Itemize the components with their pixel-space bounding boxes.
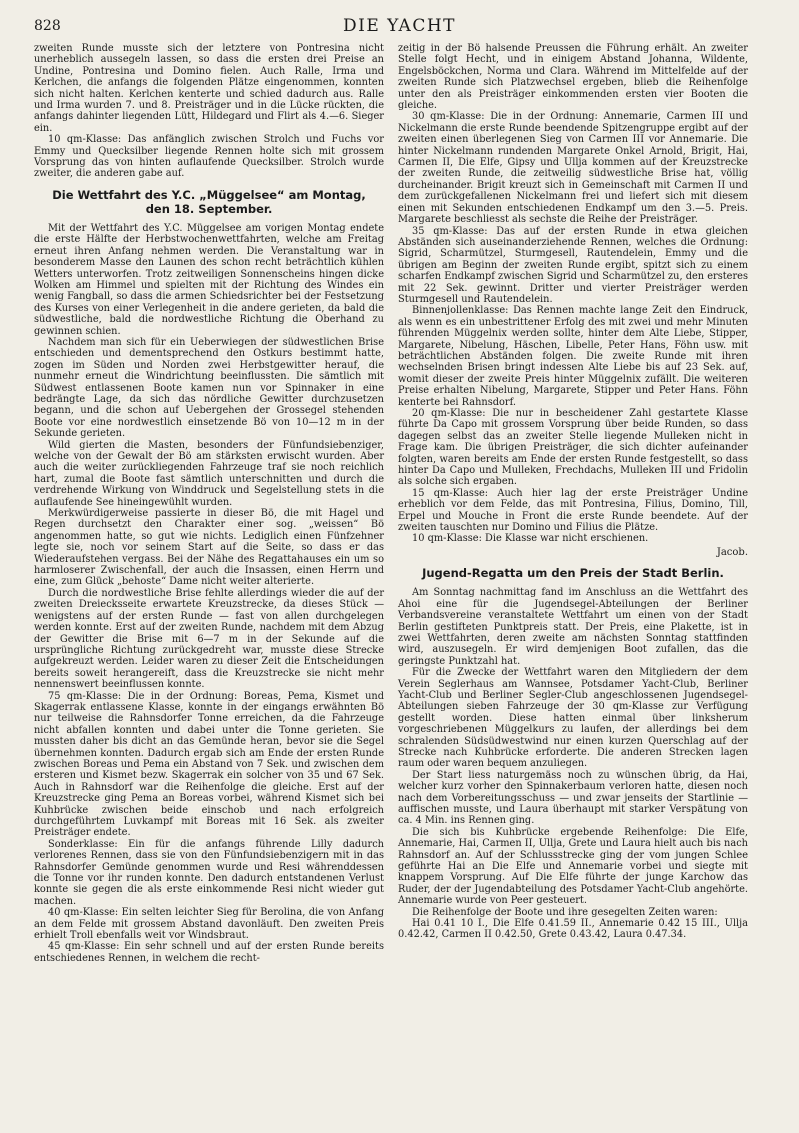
paragraph: Am Sonntag nachmittag fand im Anschluss an die Wettfahrt des Ahoi eine für die Jugendsegel-Abteilungen der Berliner Verbandsvereine veranstaltete Wettfahrt um einen von der Stadt Berlin gestifteten Punktpreis statt. Der Preis, eine Plakette, ist in zwei Wettfahrten, deren zweite am nächsten Sonntag stattfinden wird, auszusegeln. Er wird demjenigen Boot zufallen, das die geringste Punktzahl hat. — [398, 587, 748, 667]
page-number: 828 — [34, 18, 61, 34]
paragraph: Für die Zwecke der Wettfahrt waren den Mitgliedern der dem Verein Seglerhaus am Wannsee, Potsdamer Yacht-Club, Berliner Yacht-Club und Berliner Segler-Club angeschlossenen Jugendsegel-Abteilungen sieben Fahrzeuge der 30 qm-Klasse zur Verfügung gestellt worden. Diese hatten einmal über linksherum vorgeschriebenen Müggelkurs zu laufen, der allerdings bei dem schralenden Südsüdwestwind nur einen kurzen Querschlag auf der Strecke nach Kuhbrücke erforderte. Die anderen Strecken lagen raum oder waren bequem anzuliegen. — [398, 667, 748, 770]
paragraph: 45 qm-Klasse: Ein sehr schnell und auf der ersten Runde bereits entschiedenes Rennen, in welchem die recht- — [34, 941, 384, 964]
paragraph: Die Reihenfolge der Boote und ihre gesegelten Zeiten waren: — [412, 906, 718, 918]
left-column — [34, 43, 384, 964]
heading-line: den 18. September. — [145, 201, 273, 216]
paragraph: Binnenjollenklasse: Das Rennen machte lange Zeit den Eindruck, als wenn es ein unbestrittener Erfolg des mit zwei und mehr Minuten führenden Müggelnix werden sollte, hinter dem Alte Liebe, Stipper, Margarete, Nibelung, Häschen, Libelle, Peter Hans, Föhn usw. mit beträchtlichen Abständen folgen. Die zweite Runde mit ihren wechselnden Brisen bringt indessen Alte Liebe bis auf 23 Sek. auf, womit dieser der zweite Preis hinter Müggelnix zufällt. Die weiteren Preise erhalten Nibelung, Margarete, Stipper und Peter Hans. Föhn kenterte bei Rahnsdorf. — [398, 305, 748, 408]
paragraph: Der Start liess naturgemäss noch zu wünschen übrig, da Hai, welcher kurz vorher den Spinnakerbaum verloren hatte, diesen noch nach dem Vorbereitungsschuss — und zwar jenseits der Startlinie — auffischen musste, und Laura überhaupt mit starker Verspätung von ca. 4 Min. ins Rennen ging. — [398, 769, 748, 827]
paragraph: Die sich bis Kuhbrücke ergebende Reihenfolge: Die Elfe, Annemarie, Hai, Carmen II, Ullja, Grete und Laura hielt auch bis nach Rahnsdorf an. Auf der Schlussstrecke ging der vom jungen Schlee geführte Hai an Die Elfe und Annemarie vorbei und siegte mit knappem Vorsprung. Auf Die Elfe führte der junge Karchow das Ruder, der der Jugendabteilung des Potsdamer Yacht-Club angehörte. Annemarie wurde von Peer gesteuert. — [398, 826, 748, 907]
paragraph: Merkwürdigerweise passierte in dieser Bö, die mit Hagel und Regen durchsetzt den Charakter einer sog. „weissen“ Bö angenommen hatte, so gut wie nichts. Lediglich einen Fünfzehner legte sie, noch vor seinem Start auf die Seite, so dass er das Wiederaufstehen vergass. Bei der Nähe des Regattahauses ein um so harmloserer Zwischenfall, der auch die Insassen, einen Herrn und eine, zum Glück „behoste“ Dame nicht weiter alterierte. — [34, 508, 384, 588]
paragraph: 10 qm-Klasse: Die Klasse war nicht erschienen. — [412, 533, 649, 545]
article-heading: Jugend-Regatta um den Preis der Stadt Berlin. — [422, 566, 724, 581]
author-signature: Jacob. — [716, 546, 748, 558]
heading-line: Die Wettfahrt des Y.C. „Müggelsee“ am Montag, — [52, 187, 366, 202]
paragraph: Sonderklasse: Ein für die anfangs führende Lilly dadurch verlorenes Rennen, dass sie von den Fünfundsiebenzigern mit in das Rahnsdorfer Gemünde genommen wurde und Resi währenddessen die Tonne vor ihr runden konnte. Den dadurch entstandenen Verlust konnte sie gegen die als erste einkommende Resi nicht wieder gut machen. — [34, 838, 384, 907]
results-times: Hai 0.41 10 I., Die Elfe 0.41.59 II., Annemarie 0.42 15 III., Ullja 0.42.42, Carmen II 0.42.50, Grete 0.43.42, Laura 0.47.34. — [398, 918, 748, 941]
publication-title: DIE YACHT — [342, 16, 456, 36]
paragraph: Wild gierten die Masten, besonders der Fünfundsiebenziger, welche von der Gewalt der Bö am stärksten erwischt wurden. Aber auch die weiter zurückliegenden Fahrzeuge traf sie noch reichlich hart, zumal die Boote fast sämtlich unterschnitten und durch die verdrehende Wirkung von Winddruck und Segelstellung stets in die auflaufende See hineingewühlt wurden. — [34, 439, 384, 508]
article-heading — [34, 188, 384, 216]
page-header — [30, 14, 769, 38]
right-column — [398, 43, 748, 941]
paragraph: zweiten Runde musste sich der letztere von Pontresina nicht unerheblich aussegeln lassen, so dass die ersten drei Preise an Undine, Pontresina und Domino fielen. Auch Ralle, Irma und Kerlchen, die anfangs die folgenden Plätze eingenommen, konnten sich nicht halten. Kerlchen kenterte und schied dadurch aus. Ralle und Irma wurden 7. und 8. Preisträger und in die Lücke rückten, die anfangs dahinter liegenden Lütt, Hildegard und Flirt als 4.—6. Sieger ein. — [34, 43, 384, 134]
paragraph: 15 qm-Klasse: Auch hier lag der erste Preisträger Undine erheblich vor dem Felde, das mit Pontresina, Filius, Domino, Till, Erpel und Mouche in Front die erste Runde beendete. Auf der zweiten tauschten nur Domino und Filius die Plätze. — [398, 487, 748, 534]
paragraph: Nachdem man sich für ein Ueberwiegen der südwestlichen Brise entschieden und dementsprechend den Ostkurs bestimmt hatte, zogen im Süden und Norden zwei Herbstgewitter herauf, die nunmehr erneut die Windrichtung beeinflussten. Die sämtlich mit Südwest entlassenen Boote kamen nun vor Spinnaker in eine bedrängte Lage, da sich das nördliche Gewitter durchzusetzen begann, und die schon auf Uebergehen der Grossegel stehenden Boote vor eine nordwestlich einsetzende Bö von 10—12 m in der Sekunde gerieten. — [34, 336, 384, 440]
paragraph: zeitig in der Bö halsende Preussen die Führung erhält. An zweiter Stelle folgt Hecht, und in einigem Abstand Johanna, Wildente, Engelsböckchen, Norma und Clara. Während im Mittelfelde auf der zweiten Runde sich Platzwechsel ergeben, blieb die Reihenfolge unter den als Preisträger einkommenden ersten vier Booten die gleiche. — [398, 43, 748, 112]
paragraph: 75 qm-Klasse: Die in der Ordnung: Boreas, Pema, Kismet und Skagerrak entlassene Klasse, konnte in der eingangs erwähnten Bö nur teilweise die Rahnsdorfer Tonne erreichen, da die Fahrzeuge nicht abfallen konnten und dabei unter die Tonne gerieten. Sie mussten daher bis dicht an das Gemünde heran, bevor sie die Segel übernehmen konnten. Dadurch ergab sich am Ende der ersten Runde zwischen Boreas und Pema ein Abstand von 7 Sek. und zwischen dem ersteren und Kismet bezw. Skagerrak ein solcher von 35 und 67 Sek. Auch in Rahnsdorf war die Reihenfolge die gleiche. Erst auf der Kreuzstrecke ging Pema an Boreas vorbei, während Kismet sich bei Kuhbrücke zwischen beide einschob und nach erfolgreich durchgeführtem Luvkampf mit Boreas mit 16 Sek. als zweiter Preisträger endete. — [34, 690, 384, 839]
paragraph: 10 qm-Klasse: Das anfänglich zwischen Strolch und Fuchs vor Emmy und Quecksilber liegende Rennen holte sich mit grossem Vorsprung das von hinten auflaufende Quecksilber. Strolch wurde zweiter, die anderen gabe auf. — [34, 134, 384, 180]
paragraph: 40 qm-Klasse: Ein selten leichter Sieg für Berolina, die von Anfang an dem Felde mit grossem Abstand davonläuft. Den zweiten Preis erhielt Troll ebenfalls weit vor Windsbraut. — [34, 907, 384, 942]
paragraph: Durch die nordwestliche Brise fehlte allerdings wieder die auf der zweiten Dreiecksseite erwartete Kreuzstrecke, da dieses Stück — wenigstens auf der ersten Runde — fast von allen durchgelegen werden konnte. Erst auf der zweiten Runde, nachdem mit dem Abzug der Gewitter die Brise mit 6—7 m in der Sekunde auf die ursprüngliche Richtung zurückgedreht war, musste diese Strecke aufgekreuzt werden. Leider waren zu dieser Zeit die Entscheidungen bereits soweit herangereift, dass die Kreuzstrecke sie nicht mehr nennenswert beeinflussen konnte. — [34, 587, 384, 691]
paragraph: 20 qm-Klasse: Die nur in bescheidener Zahl gestartete Klasse führte Da Capo mit grossem Vorsprung über beide Runden, so dass dagegen selbst das an zweiter Stelle liegende Mulleken nicht in Frage kam. Die übrigen Preisträger, die sich dichter aufeinander folgten, waren bereits am Ende der ersten Runde festgestellt, so dass hinter Da Capo und Mulleken, Frechdachs, Mulleken III und Fridolin als solche sich ergaben. — [398, 408, 748, 488]
paragraph: 30 qm-Klasse: Die in der Ordnung: Annemarie, Carmen III und Nickelmann die erste Runde beendende Spitzengruppe ergibt auf der zweiten einen überlegenen Sieg von Carmen III vor Annemarie. Die hinter Nickelmann rundenden Margarete Onkel Arnold, Brigit, Hai, Carmen II, Die Elfe, Gipsy und Ullja kommen auf der Kreuzstrecke der zweiten Runde, die zeitweilig südwestliche Brise hat, völlig durcheinander. Brigit kreuzt sich in Gemeinschaft mit Carmen II und dem zurückgefallenen Nickelmann frei und liefert sich mit diesem einen mit Sekunden entschiedenen Endkampf um den 3.—5. Preis. Margarete beschliesst als sechste die Reihe der Preisträger. — [398, 111, 748, 226]
paragraph: 35 qm-Klasse: Das auf der ersten Runde in etwa gleichen Abständen sich auseinanderziehende Rennen, welches die Ordnung: Sigrid, Scharmützel, Sturmgesell, Rautendelein, Emmy und die übrigen am Beginn der zweiten Runde ergibt, spitzt sich zu einem scharfen Endkampf zwischen Sigrid und Scharmützel zu, den ersteres mit 22 Sek. gewinnt. Dritter und vierter Preisträger werden Sturmgesell und Rautendelein. — [398, 225, 748, 305]
paragraph: Mit der Wettfahrt des Y.C. Müggelsee am vorigen Montag endete die erste Hälfte der Herbstwochenwettfahrten, welche am Freitag erneut ihren Anfang nehmen werden. Die Veranstaltung war in besonderem Masse den Launen des schon recht beträchtlich kühlen Wetters unterworfen. Trotz zeitweiligen Sonnenscheins hingen dicke Wolken am Himmel und spielten mit der Richtung des Windes ein wenig Fangball, so dass die armen Schiedsrichter bei der Festsetzung des Kurses von einer Verlegenheit in die andere gerieten, da bald die südwestliche, bald die nordwestliche Richtung die Oberhand zu gewinnen schien. — [34, 222, 384, 337]
